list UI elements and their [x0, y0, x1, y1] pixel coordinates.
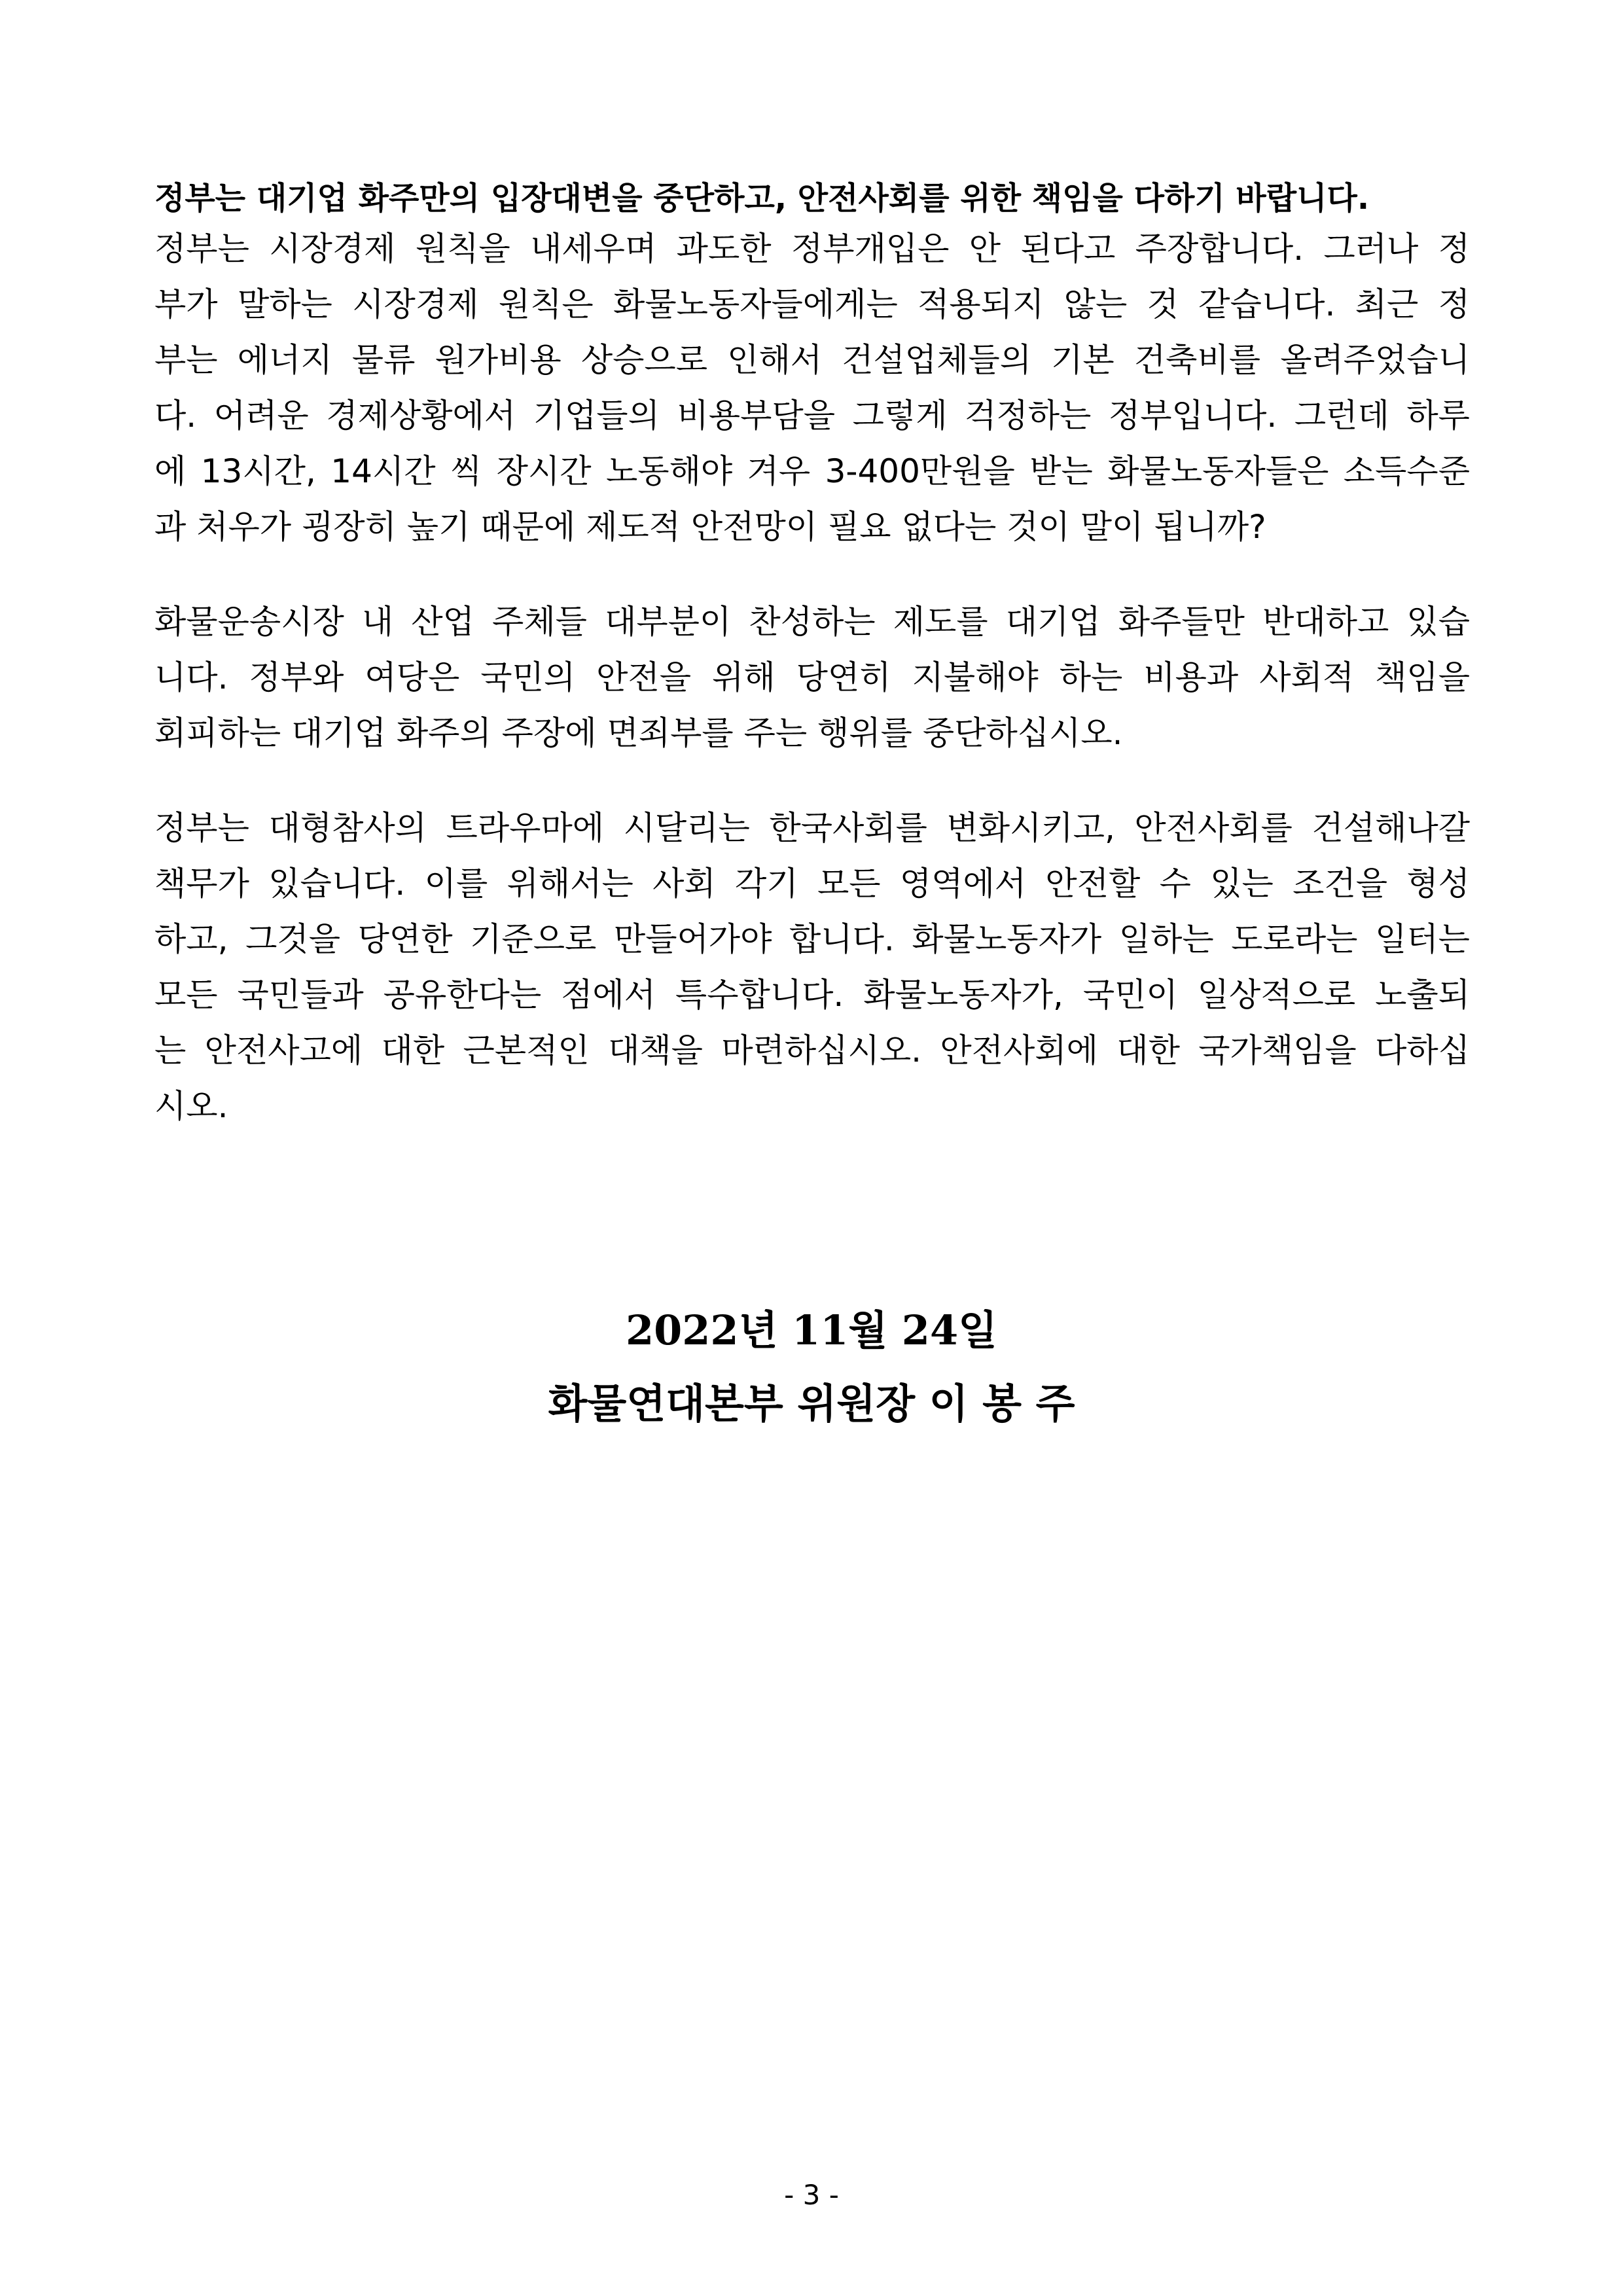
paragraph-line: 정부는 대형참사의 트라우마에 시달리는 한국사회를 변화시키고, 안전사회를 건설해나갈 [154, 809, 1470, 847]
paragraph-line: 하고, 그것을 당연한 기준으로 만들어가야 합니다. 화물노동자가 일하는 도로라는 일터는 [154, 920, 1470, 958]
paragraph-line: 모든 국민들과 공유한다는 점에서 특수합니다. 화물노동자가, 국민이 일상적으로 노출되 [154, 976, 1470, 1014]
paragraph-line: 책무가 있습니다. 이를 위해서는 사회 각기 모든 영역에서 안전할 수 있는 조건을 형성 [154, 865, 1470, 903]
paragraph-line: 회피하는 대기업 화주의 주장에 면죄부를 주는 행위를 중단하십시오. [154, 714, 1123, 752]
paragraph-line: 시오. [154, 1087, 228, 1125]
document-body [154, 175, 1470, 1134]
paragraph-line: 과 처우가 굉장히 높기 때문에 제도적 안전망이 필요 없다는 것이 말이 됩니까? [154, 508, 1266, 546]
signer-name: 화물연대본부 위원장 이 봉 주 [548, 1380, 1075, 1427]
page-number: - 3 - [784, 2179, 839, 2211]
paragraph-line: 정부는 시장경제 원칙을 내세우며 과도한 정부개입은 안 된다고 주장합니다. 그러나 정 [154, 230, 1470, 268]
paragraph-line: 다. 어려운 경제상황에서 기업들의 비용부담을 그렇게 걱정하는 정부입니다. 그런데 하루 [154, 397, 1470, 435]
paragraph-1 [154, 221, 1470, 555]
paragraph-line: 부는 에너지 물류 원가비용 상승으로 인해서 건설업체들의 기본 건축비를 올려주었습니 [154, 341, 1470, 379]
section-heading: 정부는 대기업 화주만의 입장대변을 중단하고, 안전사회를 위한 책임을 다하기 바랍니다. [154, 180, 1370, 217]
paragraph-2 [154, 594, 1470, 761]
paragraph-line: 에 13시간, 14시간 씩 장시간 노동해야 겨우 3-400만원을 받는 화물노동자들은 소득수준 [154, 452, 1470, 490]
paragraph-gap [154, 761, 1470, 800]
paragraph-3 [154, 800, 1470, 1134]
paragraph-line: 화물운송시장 내 산업 주체들 대부분이 찬성하는 제도를 대기업 화주들만 반대하고 있습 [154, 603, 1470, 641]
paragraph-line: 부가 말하는 시장경제 원칙은 화물노동자들에게는 적용되지 않는 것 같습니다. 최근 정 [154, 285, 1470, 323]
paragraph-gap [154, 555, 1470, 594]
document-date: 2022년 11월 24일 [626, 1306, 997, 1354]
paragraph-line: 니다. 정부와 여당은 국민의 안전을 위해 당연히 지불해야 하는 비용과 사회적 책임을 [154, 658, 1470, 696]
paragraph-line: 는 안전사고에 대한 근본적인 대책을 마련하십시오. 안전사회에 대한 국가책임을 다하십 [154, 1031, 1470, 1069]
